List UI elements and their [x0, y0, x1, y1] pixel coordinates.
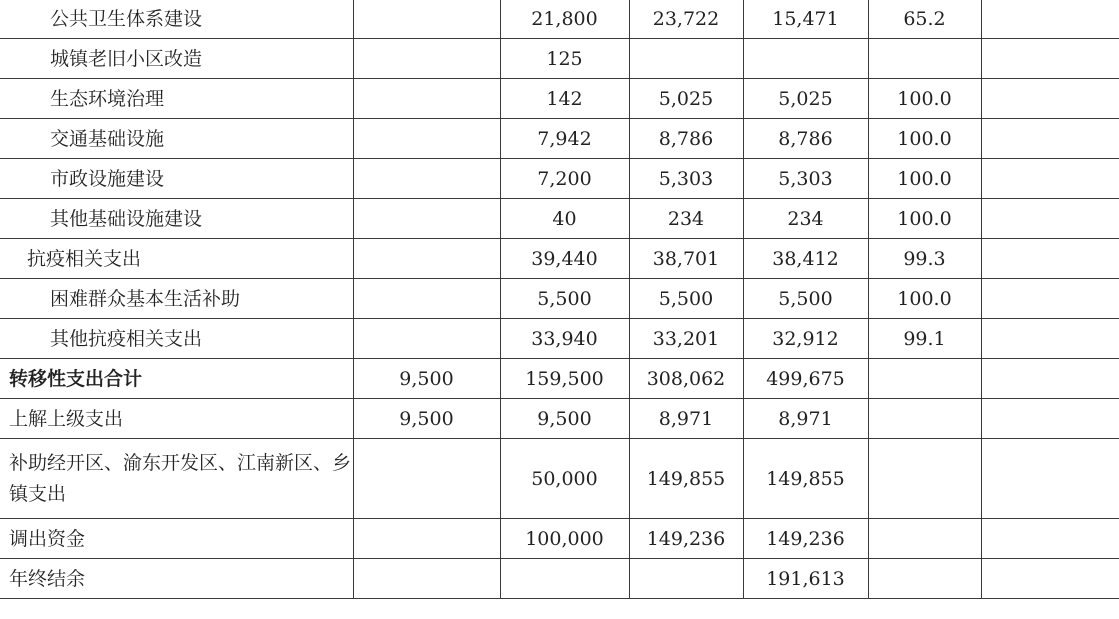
col-5-value — [868, 439, 981, 519]
col-1-value: 9,500 — [353, 399, 500, 439]
table-row — [0, 439, 1119, 519]
col-4-value: 5,025 — [743, 79, 868, 119]
col-2-value: 100,000 — [500, 519, 629, 559]
col-2-value: 40 — [500, 199, 629, 239]
col-1-value — [353, 319, 500, 359]
table-row — [0, 319, 1119, 359]
col-6-value — [981, 399, 1119, 439]
table-row — [0, 559, 1119, 599]
col-1-value — [353, 279, 500, 319]
col-4-value: 38,412 — [743, 239, 868, 279]
col-6-value — [981, 39, 1119, 79]
col-1-value — [353, 519, 500, 559]
col-1-value — [353, 39, 500, 79]
row-label: 其他抗疫相关支出 — [0, 319, 353, 359]
col-1-value — [353, 119, 500, 159]
col-6-value — [981, 519, 1119, 559]
col-1-value: 9,500 — [353, 359, 500, 399]
col-3-value: 8,971 — [629, 399, 743, 439]
col-5-value: 100.0 — [868, 79, 981, 119]
col-1-value — [353, 0, 500, 39]
col-3-value: 33,201 — [629, 319, 743, 359]
col-4-value: 499,675 — [743, 359, 868, 399]
table-row — [0, 279, 1119, 319]
col-5-value — [868, 519, 981, 559]
row-label: 年终结余 — [0, 559, 353, 599]
col-6-value — [981, 199, 1119, 239]
col-6-value — [981, 79, 1119, 119]
row-label: 转移性支出合计 — [0, 359, 353, 399]
col-5-value: 100.0 — [868, 199, 981, 239]
row-label: 上解上级支出 — [0, 399, 353, 439]
col-1-value — [353, 159, 500, 199]
row-label: 市政设施建设 — [0, 159, 353, 199]
col-5-value: 99.3 — [868, 239, 981, 279]
col-1-value — [353, 239, 500, 279]
col-5-value — [868, 39, 981, 79]
col-6-value — [981, 439, 1119, 519]
col-4-value: 149,236 — [743, 519, 868, 559]
table-row — [0, 159, 1119, 199]
row-label: 其他基础设施建设 — [0, 199, 353, 239]
col-2-value: 21,800 — [500, 0, 629, 39]
col-3-value: 5,500 — [629, 279, 743, 319]
col-4-value: 149,855 — [743, 439, 868, 519]
col-1-value — [353, 439, 500, 519]
col-4-value: 8,971 — [743, 399, 868, 439]
table-row — [0, 239, 1119, 279]
col-2-value: 142 — [500, 79, 629, 119]
col-4-value — [743, 39, 868, 79]
table-row — [0, 79, 1119, 119]
col-2-value: 9,500 — [500, 399, 629, 439]
col-5-value: 65.2 — [868, 0, 981, 39]
col-3-value: 5,303 — [629, 159, 743, 199]
table-row — [0, 39, 1119, 79]
col-5-value: 100.0 — [868, 279, 981, 319]
row-label: 调出资金 — [0, 519, 353, 559]
col-2-value: 7,200 — [500, 159, 629, 199]
col-5-value — [868, 559, 981, 599]
col-4-value: 8,786 — [743, 119, 868, 159]
col-2-value: 159,500 — [500, 359, 629, 399]
col-2-value: 5,500 — [500, 279, 629, 319]
col-6-value — [981, 359, 1119, 399]
row-label: 交通基础设施 — [0, 119, 353, 159]
col-5-value — [868, 399, 981, 439]
col-1-value — [353, 199, 500, 239]
col-3-value: 149,236 — [629, 519, 743, 559]
col-6-value — [981, 319, 1119, 359]
row-label: 公共卫生体系建设 — [0, 0, 353, 39]
col-3-value — [629, 39, 743, 79]
col-4-value: 32,912 — [743, 319, 868, 359]
table-row — [0, 0, 1119, 39]
col-5-value: 100.0 — [868, 159, 981, 199]
table-row — [0, 359, 1119, 399]
col-4-value: 5,500 — [743, 279, 868, 319]
col-3-value — [629, 559, 743, 599]
table-row — [0, 399, 1119, 439]
row-label: 抗疫相关支出 — [0, 239, 353, 279]
row-label: 生态环境治理 — [0, 79, 353, 119]
col-6-value — [981, 239, 1119, 279]
col-2-value: 7,942 — [500, 119, 629, 159]
col-1-value — [353, 559, 500, 599]
col-3-value: 8,786 — [629, 119, 743, 159]
table-row — [0, 119, 1119, 159]
col-6-value — [981, 0, 1119, 39]
col-2-value — [500, 559, 629, 599]
col-6-value — [981, 279, 1119, 319]
col-3-value: 23,722 — [629, 0, 743, 39]
col-6-value — [981, 559, 1119, 599]
col-5-value — [868, 359, 981, 399]
col-4-value: 5,303 — [743, 159, 868, 199]
col-5-value: 100.0 — [868, 119, 981, 159]
col-3-value: 149,855 — [629, 439, 743, 519]
row-label: 补助经开区、渝东开发区、江南新区、乡镇支出 — [0, 439, 353, 519]
col-4-value: 15,471 — [743, 0, 868, 39]
col-2-value: 39,440 — [500, 239, 629, 279]
col-3-value: 38,701 — [629, 239, 743, 279]
col-3-value: 5,025 — [629, 79, 743, 119]
col-2-value: 125 — [500, 39, 629, 79]
col-4-value: 234 — [743, 199, 868, 239]
col-6-value — [981, 119, 1119, 159]
col-6-value — [981, 159, 1119, 199]
col-4-value: 191,613 — [743, 559, 868, 599]
col-3-value: 308,062 — [629, 359, 743, 399]
row-label: 困难群众基本生活补助 — [0, 279, 353, 319]
col-2-value: 50,000 — [500, 439, 629, 519]
table-row — [0, 519, 1119, 559]
row-label: 城镇老旧小区改造 — [0, 39, 353, 79]
col-3-value: 234 — [629, 199, 743, 239]
col-2-value: 33,940 — [500, 319, 629, 359]
col-5-value: 99.1 — [868, 319, 981, 359]
col-1-value — [353, 79, 500, 119]
table-row — [0, 199, 1119, 239]
